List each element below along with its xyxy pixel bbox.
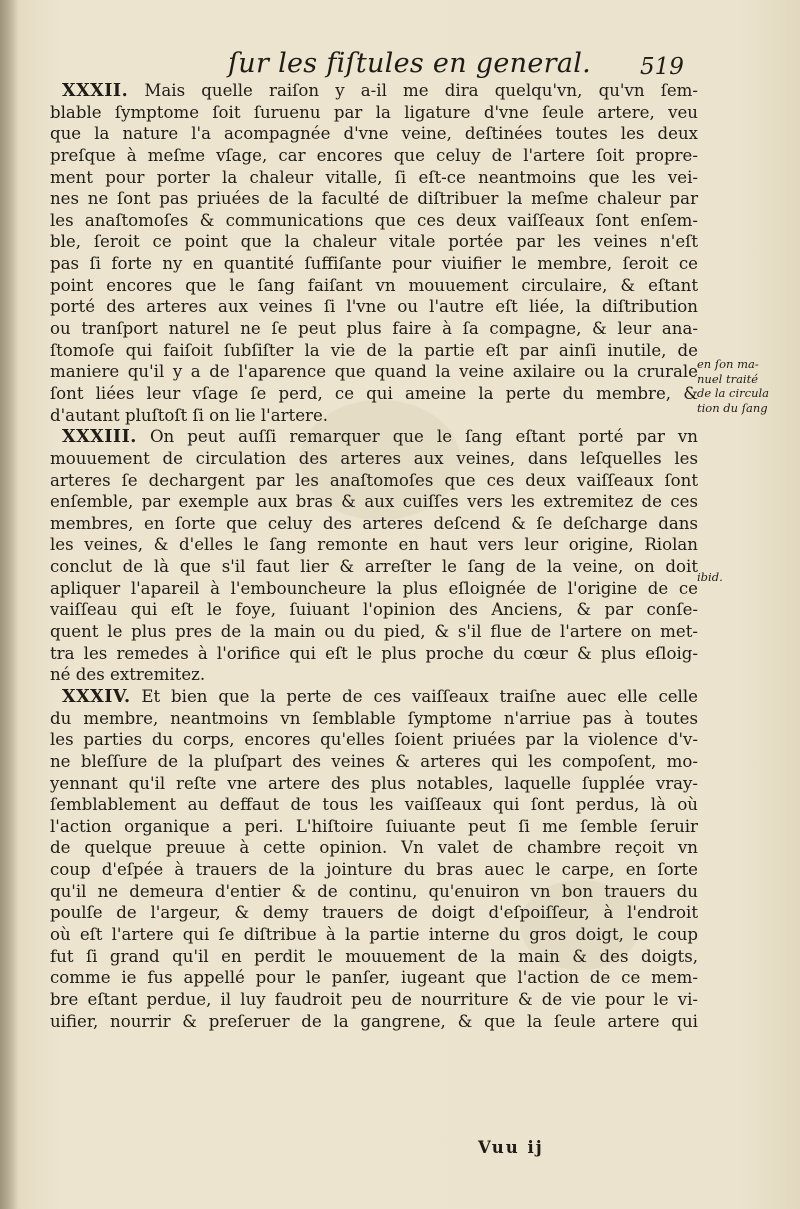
- text-line: vaiſſeau qui eſt le foye, ſuiuant l'opinion des Anciens, & par conſe-: [50, 600, 698, 620]
- text-line: où eſt l'artere qui ſe diſtribue à la partie interne du gros doigt, le coup: [50, 924, 698, 944]
- text-line: ſont liées leur vſage ſe perd, ce qui ameine la perte du membre, &: [50, 383, 698, 403]
- text-line: ment pour porter la chaleur vitalle, ſi eſt-ce neantmoins que les vei-: [50, 167, 698, 187]
- text-line: de quelque preuue à cette opinion. Vn valet de chambre reçoit vn: [50, 838, 698, 858]
- text-line: ſemblablement au deffaut de tous les vaiſſeaux qui ſont perdus, là où: [50, 795, 698, 815]
- text-line: les anaſtomoſes & communications que ces deux vaiſſeaux ſont enſem-: [50, 210, 698, 230]
- text-line: bre eſtant perdue, il luy faudroit peu de nourriture & de vie pour le vi-: [50, 989, 698, 1009]
- text-line: porté des arteres aux veines ſi l'vne ou l'autre eſt liée, la diſtribution: [50, 297, 698, 317]
- text-line: du membre, neantmoins vn ſemblable ſymptome n'arriue pas à toutes: [50, 708, 698, 728]
- text-line: preſque à meſme vſage, car encores que celuy de l'artere ſoit propre-: [50, 145, 698, 165]
- text-line: que la nature l'a acompagnée d'vne veine, deſtinées toutes les deux: [50, 124, 698, 144]
- text-line: uifier, nourrir & preſeruer de la gangrene, & que la ſeule artere qui: [50, 1011, 698, 1031]
- text-line: XXXIII. On peut auſſi remarquer que le ſang eſtant porté par vn: [62, 427, 698, 448]
- margin-note: ibid.: [697, 570, 723, 584]
- section-xxxiv: [50, 686, 698, 1032]
- gutter-shadow: [0, 0, 18, 1209]
- text-line: blable ſymptome ſoit ſuruenu par la ligature d'vne ſeule artere, veu: [50, 102, 698, 122]
- text-line: quent le plus pres de la main ou du pied, & s'il flue de l'artere on met-: [50, 622, 698, 642]
- text-line: mouuement de circulation des arteres aux veines, dans leſquelles les: [50, 448, 698, 468]
- text-line: arteres ſe dechargent par les anaſtomoſes que ces deux vaiſſeaux ſont: [50, 470, 698, 490]
- text-line: comme ie fus appellé pour le panſer, iugeant que l'action de ce mem-: [50, 968, 698, 988]
- text-line: qu'il ne demeura d'entier & de continu, qu'enuiron vn bon trauers du: [50, 881, 698, 901]
- section-xxxii: [50, 80, 698, 426]
- text-line: pas ſi forte ny en quantité ſuffiſante pour viuifier le membre, ſeroit ce: [50, 254, 698, 274]
- text-line: fut ſi grand qu'il en perdit le mouuement de la main & des doigts,: [50, 946, 698, 966]
- text-line: d'autant pluſtoſt ſi on lie l'artere.: [50, 405, 329, 425]
- text-line: membres, en ſorte que celuy des arteres deſcend & ſe deſcharge dans: [50, 513, 698, 533]
- text-line: point encores que le ſang faiſant vn mouuement circulaire, & eſtant: [50, 275, 698, 295]
- text-line: né des extremitez.: [50, 665, 206, 685]
- running-title: ſur les fiſtules en general.: [228, 48, 592, 79]
- text-line: les parties du corps, encores qu'elles ſoient priuées par la violence d'v-: [50, 730, 698, 750]
- catchword: Vuu ij: [478, 1138, 544, 1157]
- text-line: yennant qu'il reſte vne artere des plus notables, laquelle ſupplée vray-: [50, 773, 698, 793]
- text-line: nes ne ſont pas priuées de la faculté de diſtribuer la meſme chaleur par: [50, 189, 698, 209]
- section-xxxiii: [50, 426, 698, 686]
- section-number: XXXII.: [62, 81, 129, 101]
- text-line: XXXII. Mais quelle raiſon y a-il me dira quelqu'vn, qu'vn ſem-: [62, 81, 699, 101]
- page-number: 519: [640, 54, 684, 80]
- text-line: ne bleſſure de la pluſpart des veines & arteres qui les compoſent, mo-: [50, 751, 698, 771]
- text-line: coup d'eſpée à trauers de la jointure du bras auec le carpe, en ſorte: [50, 860, 698, 880]
- text-line: maniere qu'il y a de l'aparence que quand la veine axilaire ou la crurale: [50, 362, 698, 382]
- text-line: poulſe de l'argeur, & demy trauers de doigt d'eſpoiſſeur, à l'endroit: [50, 903, 698, 923]
- text-line: tra les remedes à l'orifice qui eſt le plus proche du cœur & plus eſloig-: [50, 643, 698, 663]
- text-line: apliquer l'apareil à l'embouncheure la plus eſloignée de l'origine de ce: [50, 578, 698, 598]
- text-line: enſemble, par exemple aux bras & aux cuiſſes vers les extremitez de ces: [50, 492, 698, 512]
- text-line: l'action organique a peri. L'hiſtoire ſuiuante peut ſi me ſemble ſeruir: [50, 816, 698, 836]
- text-line: ſtomoſe qui faiſoit ſubſiſter la vie de la partie eſt par ainſi inutile, de: [50, 340, 698, 360]
- text-line: ble, ſeroit ce point que la chaleur vitale portée par les veines n'eſt: [50, 232, 698, 252]
- margin-note: en ſon ma- nuel traité de la circula tion du ſang: [697, 357, 770, 415]
- text-line: XXXIV. Et bien que la perte de ces vaiſſeaux traiſne auec elle celle: [62, 686, 698, 707]
- text-column: [50, 80, 698, 1032]
- section-number: XXXIV.: [62, 686, 131, 707]
- text-line: conclut de là que s'il faut lier & arreſter le ſang de la veine, on doit: [50, 557, 698, 577]
- text-line: ou tranſport naturel ne ſe peut plus faire à ſa compagne, & leur ana-: [50, 319, 698, 339]
- section-number: XXXIII.: [62, 427, 137, 448]
- text-line: les veines, & d'elles le ſang remonte en haut vers leur origine, Riolan: [50, 535, 698, 555]
